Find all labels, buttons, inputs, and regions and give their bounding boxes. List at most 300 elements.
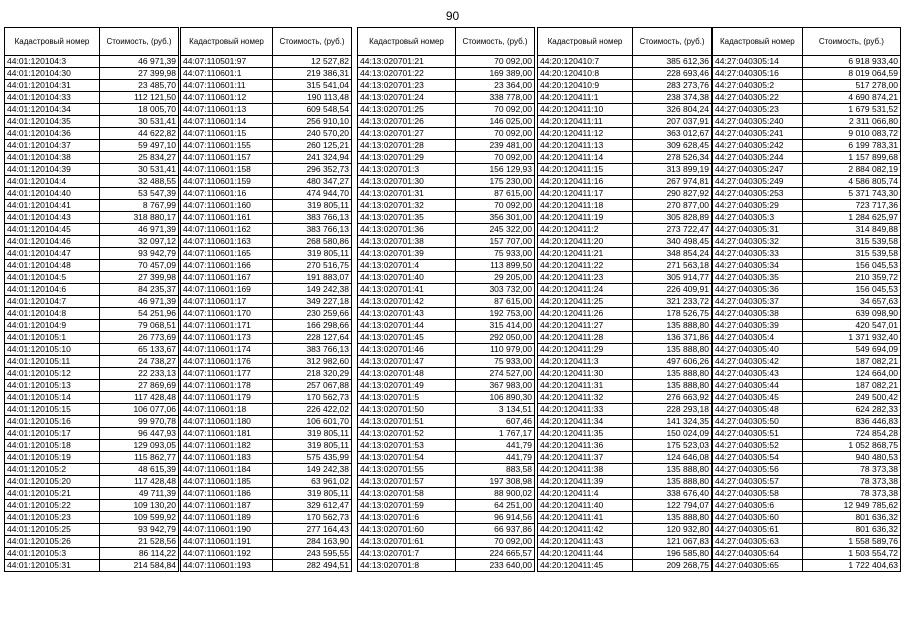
table-row: [181, 452, 352, 464]
table-row: [358, 488, 535, 500]
cost-value: 6 918 933,40: [802, 56, 900, 68]
table-row: [5, 212, 179, 224]
table-row: [181, 128, 352, 140]
table-row: [5, 476, 179, 488]
cadastral-number: 44:27:040305:48: [713, 404, 803, 416]
cadastral-table-2: [180, 27, 352, 572]
cadastral-number: 44:27:040305:63: [713, 536, 803, 548]
cost-value: 228 127,64: [273, 332, 352, 344]
table-row: [181, 356, 352, 368]
cost-value: 883,58: [456, 464, 535, 476]
cost-value: 29 205,00: [456, 272, 535, 284]
table-row: [5, 68, 179, 80]
table-row: [713, 128, 901, 140]
table-row: [181, 224, 352, 236]
table-row: [358, 452, 535, 464]
table-row: [713, 68, 901, 80]
table-row: [538, 200, 712, 212]
cost-value: 18 005,70: [100, 104, 179, 116]
cadastral-number: 44:20:120411:15: [538, 164, 633, 176]
table-row: [358, 272, 535, 284]
table-row: [713, 464, 901, 476]
cost-value: 338 778,00: [456, 92, 535, 104]
cadastral-number: 44:01:120105:17: [5, 428, 100, 440]
table-row: [713, 176, 901, 188]
cadastral-number: 44:07:110501:97: [181, 56, 273, 68]
table-row: [5, 296, 179, 308]
header-cadastral-number: Кадастровый номер: [181, 28, 273, 56]
cost-value: 120 932,80: [633, 524, 712, 536]
cadastral-number: 44:07:110601:1: [181, 68, 273, 80]
table-row: [5, 164, 179, 176]
cadastral-number: 44:01:120104:36: [5, 128, 100, 140]
table-row: [5, 236, 179, 248]
cost-value: 224 665,57: [456, 548, 535, 560]
cost-value: 319 805,11: [273, 440, 352, 452]
table-row: [358, 368, 535, 380]
cadastral-number: 44:01:120104:5: [5, 272, 100, 284]
cost-value: 273 722,47: [633, 224, 712, 236]
table-row: [358, 308, 535, 320]
cost-value: 210 359,72: [802, 272, 900, 284]
table-row: [358, 428, 535, 440]
cadastral-number: 44:27:040305:60: [713, 512, 803, 524]
cadastral-number: 44:20:120411:39: [538, 476, 633, 488]
cost-value: 363 012,67: [633, 128, 712, 140]
cadastral-number: 44:27:040305:2: [713, 80, 803, 92]
cost-value: 319 805,11: [273, 248, 352, 260]
table-row: [5, 392, 179, 404]
cadastral-number: 44:07:110601:177: [181, 368, 273, 380]
table-row: [5, 200, 179, 212]
table-row: [358, 356, 535, 368]
cadastral-number: 44:07:110601:169: [181, 284, 273, 296]
cadastral-number: 44:13:020701:35: [358, 212, 456, 224]
cost-value: 441,79: [456, 440, 535, 452]
cadastral-number: 44:01:120105:31: [5, 560, 100, 572]
cadastral-number: 44:13:020701:51: [358, 416, 456, 428]
cost-value: 70 457,09: [100, 260, 179, 272]
table-row: [181, 380, 352, 392]
table-row: [358, 248, 535, 260]
cost-value: 836 446,83: [802, 416, 900, 428]
cost-value: 96 447,93: [100, 428, 179, 440]
cadastral-number: 44:13:020701:39: [358, 248, 456, 260]
table-row: [5, 464, 179, 476]
cadastral-number: 44:20:120411:25: [538, 296, 633, 308]
table-row: [713, 392, 901, 404]
table-row: [538, 500, 712, 512]
cost-value: 24 738,27: [100, 356, 179, 368]
table-row: [713, 452, 901, 464]
cost-value: 1 558 589,76: [802, 536, 900, 548]
cost-value: 54 251,96: [100, 308, 179, 320]
cost-value: 260 125,21: [273, 140, 352, 152]
cadastral-number: 44:27:040305:38: [713, 308, 803, 320]
table-row: [358, 236, 535, 248]
cost-value: 624 282,33: [802, 404, 900, 416]
table-row: [713, 332, 901, 344]
cost-value: 6 199 783,31: [802, 140, 900, 152]
table-row: [538, 284, 712, 296]
table-row: [181, 416, 352, 428]
table-row: [538, 188, 712, 200]
header-cost: Стоимость, (руб.): [456, 28, 535, 56]
header-cost: Стоимость, (руб.): [633, 28, 712, 56]
cadastral-number: 44:27:040305:253: [713, 188, 803, 200]
cost-value: 1 722 404,63: [802, 560, 900, 572]
cost-value: 420 547,01: [802, 320, 900, 332]
table-row: [181, 200, 352, 212]
table-row: [181, 212, 352, 224]
cadastral-number: 44:13:020701:4: [358, 260, 456, 272]
cost-value: 64 251,00: [456, 500, 535, 512]
cadastral-number: 44:20:120411:35: [538, 428, 633, 440]
table-row: [538, 212, 712, 224]
cost-value: 271 563,18: [633, 260, 712, 272]
table-row: [181, 260, 352, 272]
cost-value: 141 324,35: [633, 416, 712, 428]
table-row: [713, 236, 901, 248]
table-row: [538, 548, 712, 560]
table-row: [713, 440, 901, 452]
cadastral-number: 44:01:120104:43: [5, 212, 100, 224]
table-row: [358, 416, 535, 428]
cost-value: 309 628,45: [633, 140, 712, 152]
cost-value: 349 227,18: [273, 296, 352, 308]
cost-value: 1 767,17: [456, 428, 535, 440]
table-row: [713, 308, 901, 320]
cadastral-number: 44:20:120411:11: [538, 116, 633, 128]
cadastral-number: 44:13:020701:40: [358, 272, 456, 284]
cadastral-number: 44:13:020701:58: [358, 488, 456, 500]
cadastral-number: 44:13:020701:43: [358, 308, 456, 320]
cost-value: 106 077,06: [100, 404, 179, 416]
cadastral-number: 44:01:120104:47: [5, 248, 100, 260]
cadastral-number: 44:27:040305:33: [713, 248, 803, 260]
cadastral-number: 44:20:120411:3: [538, 356, 633, 368]
cost-value: 315 414,00: [456, 320, 535, 332]
cost-value: 296 352,73: [273, 164, 352, 176]
cadastral-table-1: [4, 27, 179, 572]
table-row: [358, 140, 535, 152]
table-row: [538, 440, 712, 452]
table-row: [713, 536, 901, 548]
cost-value: 135 888,80: [633, 344, 712, 356]
cost-value: 801 636,32: [802, 512, 900, 524]
table-row: [713, 320, 901, 332]
cost-value: 149 242,38: [273, 464, 352, 476]
table-row: [538, 488, 712, 500]
cadastral-number: 44:07:110601:179: [181, 392, 273, 404]
table-row: [713, 476, 901, 488]
cost-value: 44 622,82: [100, 128, 179, 140]
cost-value: 106 890,30: [456, 392, 535, 404]
cost-value: 88 900,02: [456, 488, 535, 500]
cost-value: 187 082,21: [802, 356, 900, 368]
cadastral-number: 44:13:020701:42: [358, 296, 456, 308]
table-row: [5, 272, 179, 284]
cadastral-table-4: [537, 27, 712, 572]
cadastral-number: 44:13:020701:44: [358, 320, 456, 332]
cadastral-number: 44:07:110601:180: [181, 416, 273, 428]
cost-value: 70 092,00: [456, 200, 535, 212]
cost-value: 4 586 805,74: [802, 176, 900, 188]
cadastral-number: 44:20:120411:38: [538, 464, 633, 476]
cost-value: 66 937,86: [456, 524, 535, 536]
table-row: [181, 548, 352, 560]
cadastral-number: 44:27:040305:52: [713, 440, 803, 452]
cadastral-number: 44:13:020701:45: [358, 332, 456, 344]
cadastral-number: 44:13:020701:38: [358, 236, 456, 248]
cost-value: 219 386,31: [273, 68, 352, 80]
header-cost: Стоимость, (руб.): [100, 28, 179, 56]
table-row: [5, 152, 179, 164]
cost-value: 1 371 932,40: [802, 332, 900, 344]
cadastral-number: 44:07:110601:161: [181, 212, 273, 224]
cost-value: 256 910,10: [273, 116, 352, 128]
cost-value: 278 526,34: [633, 152, 712, 164]
cadastral-number: 44:13:020701:47: [358, 356, 456, 368]
table-row: [713, 404, 901, 416]
cost-value: 135 888,80: [633, 368, 712, 380]
table-row: [5, 188, 179, 200]
cadastral-number: 44:20:120411:16: [538, 176, 633, 188]
table-row: [538, 272, 712, 284]
table-row: [538, 416, 712, 428]
table-row: [713, 488, 901, 500]
cadastral-number: 44:27:040305:32: [713, 236, 803, 248]
cost-value: 135 888,80: [633, 464, 712, 476]
cadastral-number: 44:20:120411:24: [538, 284, 633, 296]
cost-value: 136 371,86: [633, 332, 712, 344]
cadastral-number: 44:07:110601:159: [181, 176, 273, 188]
table-row: [538, 224, 712, 236]
cadastral-number: 44:20:120411:23: [538, 272, 633, 284]
table-row: [5, 116, 179, 128]
cadastral-number: 44:07:110601:182: [181, 440, 273, 452]
cadastral-number: 44:01:120105:20: [5, 476, 100, 488]
cadastral-number: 44:13:020701:41: [358, 284, 456, 296]
table-row: [358, 404, 535, 416]
table-row: [5, 320, 179, 332]
cadastral-number: 44:27:040305:35: [713, 272, 803, 284]
cadastral-number: 44:27:040305:51: [713, 428, 803, 440]
cost-value: 609 548,54: [273, 104, 352, 116]
cost-value: 93 942,79: [100, 524, 179, 536]
cadastral-number: 44:13:020701:23: [358, 80, 456, 92]
table-row: [5, 308, 179, 320]
table-row: [538, 236, 712, 248]
cadastral-number: 44:07:110601:13: [181, 104, 273, 116]
table-row: [538, 140, 712, 152]
cost-value: 315 539,58: [802, 248, 900, 260]
cost-value: 23 485,70: [100, 80, 179, 92]
table-row: [181, 92, 352, 104]
cadastral-number: 44:20:120411:37: [538, 452, 633, 464]
cadastral-number: 44:27:040305:64: [713, 548, 803, 560]
cadastral-number: 44:07:110601:187: [181, 500, 273, 512]
cost-value: 329 612,47: [273, 500, 352, 512]
table-row: [5, 380, 179, 392]
cadastral-number: 44:07:110601:12: [181, 92, 273, 104]
table-row: [713, 224, 901, 236]
cost-value: 312 982,60: [273, 356, 352, 368]
cadastral-number: 44:20:120411:45: [538, 560, 633, 572]
cost-value: 319 805,11: [273, 200, 352, 212]
cost-value: 121 067,83: [633, 536, 712, 548]
table-row: [5, 344, 179, 356]
table-row: [358, 344, 535, 356]
table-row: [538, 56, 712, 68]
table-row: [5, 284, 179, 296]
table-row: [181, 440, 352, 452]
table-row: [181, 500, 352, 512]
table-row: [181, 428, 352, 440]
cadastral-number: 44:13:020701:36: [358, 224, 456, 236]
cadastral-number: 44:13:020701:31: [358, 188, 456, 200]
table-row: [5, 92, 179, 104]
cost-value: 96 914,56: [456, 512, 535, 524]
table-row: [5, 260, 179, 272]
table-row: [538, 476, 712, 488]
table-row: [538, 128, 712, 140]
cadastral-number: 44:20:120411:2: [538, 224, 633, 236]
table-row: [5, 488, 179, 500]
cadastral-number: 44:20:120411:41: [538, 512, 633, 524]
table-row: [713, 104, 901, 116]
cadastral-number: 44:27:040305:247: [713, 164, 803, 176]
table-row: [181, 368, 352, 380]
cost-value: 313 899,19: [633, 164, 712, 176]
table-row: [181, 512, 352, 524]
cadastral-number: 44:27:040305:57: [713, 476, 803, 488]
cadastral-number: 44:20:120411:40: [538, 500, 633, 512]
cadastral-number: 44:27:040305:58: [713, 488, 803, 500]
cadastral-number: 44:13:020701:50: [358, 404, 456, 416]
cost-value: 70 092,00: [456, 536, 535, 548]
table-row: [181, 524, 352, 536]
cost-value: 356 301,00: [456, 212, 535, 224]
table-row: [5, 224, 179, 236]
cadastral-number: 44:13:020701:5: [358, 392, 456, 404]
cost-value: 156 045,53: [802, 260, 900, 272]
table-row: [538, 464, 712, 476]
cadastral-number: 44:13:020701:30: [358, 176, 456, 188]
cadastral-number: 44:07:110601:158: [181, 164, 273, 176]
table-row: [358, 524, 535, 536]
cadastral-number: 44:13:020701:59: [358, 500, 456, 512]
cadastral-number: 44:07:110601:176: [181, 356, 273, 368]
cadastral-number: 44:20:120411:36: [538, 440, 633, 452]
cost-value: 607,46: [456, 416, 535, 428]
cost-value: 245 322,00: [456, 224, 535, 236]
cadastral-number: 44:20:120411:26: [538, 308, 633, 320]
cadastral-number: 44:07:110601:157: [181, 152, 273, 164]
table-row: [181, 536, 352, 548]
cadastral-number: 44:20:120411:27: [538, 320, 633, 332]
cadastral-number: 44:27:040305:242: [713, 140, 803, 152]
cadastral-number: 44:20:120411:19: [538, 212, 633, 224]
cadastral-number: 44:27:040305:16: [713, 68, 803, 80]
header-cost: Стоимость, (руб.): [273, 28, 352, 56]
cost-value: 1 052 868,75: [802, 440, 900, 452]
cadastral-number: 44:01:120104:39: [5, 164, 100, 176]
table-row: [538, 356, 712, 368]
cost-value: 497 606,26: [633, 356, 712, 368]
table-row: [538, 320, 712, 332]
cost-value: 109 130,20: [100, 500, 179, 512]
table-row: [181, 560, 352, 572]
cost-value: 290 827,92: [633, 188, 712, 200]
table-row: [358, 224, 535, 236]
table-row: [181, 56, 352, 68]
cadastral-number: 44:27:040305:240: [713, 116, 803, 128]
table-row: [538, 68, 712, 80]
table-row: [5, 104, 179, 116]
page-number: 90: [445, 9, 460, 23]
table-row: [181, 476, 352, 488]
cost-value: 270 877,00: [633, 200, 712, 212]
cost-value: 305 828,89: [633, 212, 712, 224]
cost-value: 257 067,88: [273, 380, 352, 392]
cost-value: 292 050,00: [456, 332, 535, 344]
cadastral-number: 44:01:120104:8: [5, 308, 100, 320]
cadastral-number: 44:13:020701:8: [358, 560, 456, 572]
cost-value: 207 037,91: [633, 116, 712, 128]
table-row: [713, 116, 901, 128]
cadastral-number: 44:01:120104:46: [5, 236, 100, 248]
cost-value: 157 707,00: [456, 236, 535, 248]
cost-value: 49 711,39: [100, 488, 179, 500]
table-row: [358, 152, 535, 164]
cost-value: 115 862,77: [100, 452, 179, 464]
table-row: [5, 368, 179, 380]
cost-value: 1 284 625,97: [802, 212, 900, 224]
cadastral-number: 44:13:020701:3: [358, 164, 456, 176]
table-row: [5, 500, 179, 512]
cost-value: 70 092,00: [456, 56, 535, 68]
cadastral-number: 44:01:120105:19: [5, 452, 100, 464]
cadastral-number: 44:20:120411:10: [538, 104, 633, 116]
cadastral-number: 44:27:040305:244: [713, 152, 803, 164]
table-row: [713, 380, 901, 392]
cost-value: 303 732,00: [456, 284, 535, 296]
cost-value: 59 497,10: [100, 140, 179, 152]
cadastral-number: 44:01:120104:34: [5, 104, 100, 116]
table-row: [5, 428, 179, 440]
cost-value: 639 098,90: [802, 308, 900, 320]
cost-value: 87 615,00: [456, 296, 535, 308]
cost-value: 46 971,39: [100, 224, 179, 236]
cadastral-number: 44:27:040305:36: [713, 284, 803, 296]
table-row: [181, 284, 352, 296]
cadastral-number: 44:01:120105:22: [5, 500, 100, 512]
table-row: [538, 344, 712, 356]
table-row: [358, 500, 535, 512]
cost-value: 326 804,24: [633, 104, 712, 116]
table-row: [181, 488, 352, 500]
header-cost: Стоимость, (руб.): [802, 28, 900, 56]
cost-value: 63 961,02: [273, 476, 352, 488]
table-row: [538, 92, 712, 104]
cadastral-number: 44:01:120104:9: [5, 320, 100, 332]
cadastral-number: 44:13:020701:24: [358, 92, 456, 104]
cost-value: 383 766,13: [273, 224, 352, 236]
cost-value: 75 933,00: [456, 248, 535, 260]
cost-value: 724 854,28: [802, 428, 900, 440]
cadastral-number: 44:07:110601:189: [181, 512, 273, 524]
